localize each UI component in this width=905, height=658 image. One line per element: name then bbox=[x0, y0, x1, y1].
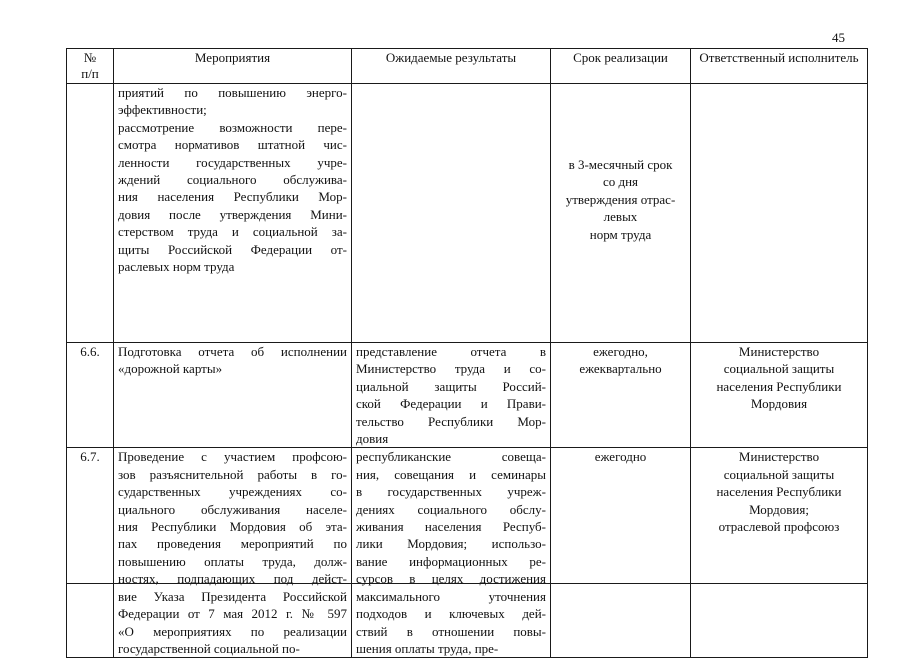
responsible-text-line: Мордовия bbox=[750, 396, 808, 412]
term-text-line: со дня bbox=[602, 174, 639, 190]
cell-term bbox=[551, 343, 691, 448]
responsible-text-line: социальной защиты bbox=[723, 466, 835, 482]
header-results: Ожидаемые результаты bbox=[352, 49, 551, 84]
result-text-line: шения оплаты труда, пре- bbox=[356, 640, 499, 656]
result-text-line: лики Мордовия; использо- bbox=[356, 536, 546, 552]
term-text-line: ежегодно, bbox=[593, 344, 648, 359]
table-row bbox=[67, 343, 868, 448]
result-text-line: вание информационных ре- bbox=[356, 553, 546, 569]
result-text-line: циальной защиты Россий- bbox=[356, 378, 546, 394]
term-text-line: ежеквартально bbox=[579, 361, 662, 377]
result-text-line: довия bbox=[356, 431, 389, 447]
cell-measure bbox=[114, 343, 352, 448]
cell-result bbox=[352, 343, 551, 448]
header-term: Срок реализации bbox=[551, 49, 691, 84]
cell-result bbox=[352, 448, 551, 658]
responsible-text-line: Министерство bbox=[738, 449, 820, 465]
measure-text-line: Подготовка отчета об исполнении bbox=[118, 344, 347, 359]
measure-text-line: сударственных учреждениях со- bbox=[118, 484, 347, 500]
cell-responsible bbox=[691, 448, 868, 658]
header-responsible: Ответственный исполнитель bbox=[691, 49, 868, 84]
term-text-line: норм труда bbox=[589, 226, 652, 242]
measure-text-line: ленности государственных учре- bbox=[118, 154, 347, 170]
header-num-line2: п/п bbox=[81, 66, 99, 81]
measure-text-line: ния Республики Мордовия об эта- bbox=[118, 519, 347, 535]
cell-num: 6.7. bbox=[67, 448, 114, 658]
header-num-line1: № bbox=[83, 50, 97, 65]
measure-text-line: Проведение с участием профсою- bbox=[118, 449, 347, 465]
measure-text-line: раслевых норм труда bbox=[118, 259, 235, 275]
term-text-line: левых bbox=[603, 209, 638, 225]
responsible-text-line: Мордовия; bbox=[749, 501, 809, 517]
cell-term bbox=[551, 84, 691, 343]
measure-text-line: Федерации от 7 мая 2012 г. № 597 bbox=[118, 606, 347, 622]
result-text-line: представление отчета в bbox=[356, 344, 546, 359]
cell-result bbox=[352, 84, 551, 343]
responsible-text-line: отраслевой профсоюз bbox=[718, 519, 840, 535]
result-text-line: живания населения Респуб- bbox=[356, 519, 546, 535]
measure-text-line: смотра нормативов штатной чис- bbox=[118, 137, 347, 153]
responsible-text-line: населения Республики bbox=[716, 484, 842, 500]
term-text-line: ежегодно bbox=[594, 449, 647, 465]
measure-text-line: довия после утверждения Мини- bbox=[118, 206, 347, 222]
measure-text-line: рассмотрение возможности пере- bbox=[118, 119, 347, 135]
table-row bbox=[67, 84, 868, 343]
measure-text-line: зов разъяснительной работы в го- bbox=[118, 466, 347, 482]
cell-num: 6.6. bbox=[67, 343, 114, 448]
result-text-line: ской Федерации и Прави- bbox=[356, 396, 546, 412]
measure-text-line: эффективности; bbox=[118, 102, 207, 118]
result-text-line: максимального уточнения bbox=[356, 588, 546, 604]
result-text-line: ния, совещания и семинары bbox=[356, 466, 546, 482]
page-bottom-rule bbox=[66, 583, 867, 584]
responsible-text-line: социальной защиты bbox=[723, 361, 835, 377]
responsible-text-line: Министерство bbox=[738, 344, 820, 359]
measure-text-line: приятий по повышению энерго- bbox=[118, 85, 347, 100]
result-text-line: ствий в отношении повы- bbox=[356, 623, 546, 639]
cell-responsible bbox=[691, 84, 868, 343]
term-text-line: в 3-месячный срок bbox=[568, 157, 673, 172]
measure-text-line: ждений социального обслужива- bbox=[118, 172, 347, 188]
measure-text-line: «О мероприятиях по реализации bbox=[118, 623, 347, 639]
measure-text-line: ностях, подпадающих под дейст- bbox=[118, 571, 347, 587]
term-text-line: утверждения отрас- bbox=[565, 191, 676, 207]
measure-text-line: государственной социальной по- bbox=[118, 640, 300, 656]
result-text-line: Министерство труда и со- bbox=[356, 361, 546, 377]
measure-text-line: пах проведения мероприятий по bbox=[118, 536, 347, 552]
table-body bbox=[67, 84, 868, 658]
responsible-text-line: населения Республики bbox=[716, 378, 842, 394]
page-number: 45 bbox=[832, 30, 845, 45]
result-text-line: подходов и ключевых дей- bbox=[356, 606, 546, 622]
result-text-line: в государственных учреж- bbox=[356, 484, 546, 500]
result-text-line: дениях социального обслу- bbox=[356, 501, 546, 517]
result-text-line: сурсов в целях достижения bbox=[356, 571, 546, 587]
cell-term bbox=[551, 448, 691, 658]
cell-measure bbox=[114, 448, 352, 658]
measure-text-line: «дорожной карты» bbox=[118, 361, 223, 377]
measure-text-line: повышению оплаты труда, долж- bbox=[118, 553, 347, 569]
result-text-line: тельство Республики Мор- bbox=[356, 413, 546, 429]
measure-text-line: щиты Российской Федерации от- bbox=[118, 241, 347, 257]
measure-text-line: циального обслуживания населе- bbox=[118, 501, 347, 517]
measure-text-line: стерством труда и социальной за- bbox=[118, 224, 347, 240]
header-measures: Мероприятия bbox=[114, 49, 352, 84]
measure-text-line: вие Указа Президента Российской bbox=[118, 588, 347, 604]
measure-text-line: ния населения Республики Мор- bbox=[118, 189, 347, 205]
cell-responsible bbox=[691, 343, 868, 448]
cell-measure bbox=[114, 84, 352, 343]
cell-num bbox=[67, 84, 114, 343]
header-num bbox=[67, 49, 114, 84]
table-header-row bbox=[67, 49, 868, 84]
table-row bbox=[67, 448, 868, 658]
result-text-line: республиканские совеща- bbox=[356, 449, 546, 465]
roadmap-table bbox=[66, 48, 868, 658]
